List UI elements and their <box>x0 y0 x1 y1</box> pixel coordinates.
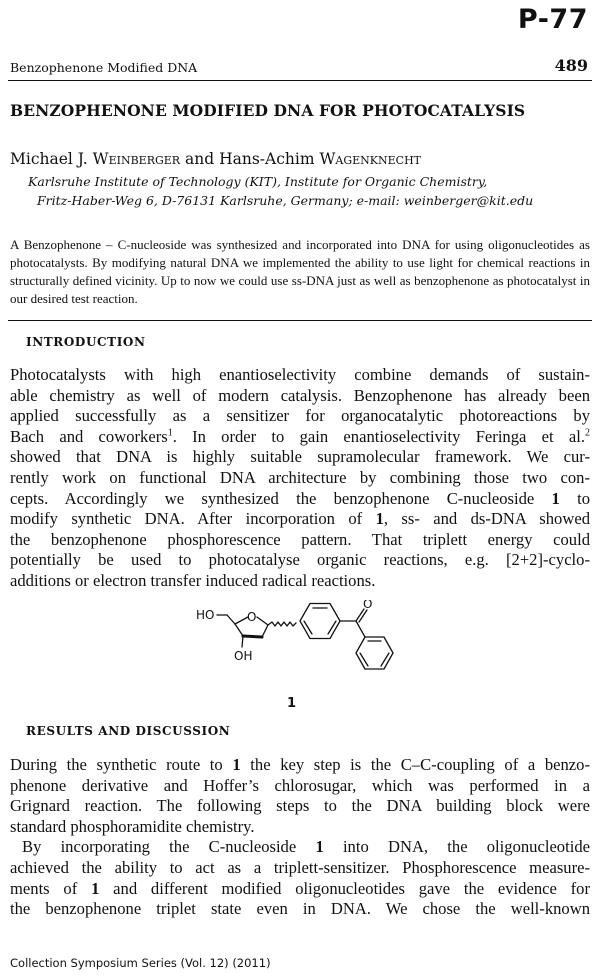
results-text: During the synthetic route to <box>10 755 233 774</box>
bond <box>242 636 243 647</box>
poster-id: P-77 <box>517 4 588 35</box>
intro-line: the benzophenone phosphorescence pattern. That triplett energy could <box>10 529 590 549</box>
affiliation <box>28 172 588 210</box>
wavy-bond <box>268 622 296 626</box>
bond <box>381 653 389 666</box>
results-line: Grignard reaction. The following steps to the DNA building block were <box>10 796 590 816</box>
author-1-family: Weinberger <box>92 150 181 168</box>
intro-line: showed that DNA is highly suitable supramolecular framework. We cur- <box>10 447 590 467</box>
carbonyl-bond <box>359 610 367 622</box>
results-text: and different modified oligonucleotides gave the evidence for <box>99 878 591 898</box>
results-line: the benzophenone triplet state even in DNA. We chose the well-known <box>10 899 590 919</box>
running-head: Benzophenone Modified DNA <box>10 60 198 75</box>
page-number: 489 <box>554 56 588 75</box>
intro-line <box>10 427 590 448</box>
intro-text: to <box>559 488 590 508</box>
reference-marker: 2 <box>585 427 590 439</box>
bond <box>257 617 268 625</box>
author-list <box>10 150 421 168</box>
intro-text: cepts. Accordingly we synthesized the benzophenone C-nucleoside <box>10 488 552 508</box>
results-line <box>10 755 590 776</box>
phenyl-ring <box>300 604 340 639</box>
results-line <box>10 837 590 858</box>
compound-ref: 1 <box>551 488 560 508</box>
section-heading-introduction: INTRODUCTION <box>26 335 146 349</box>
author-joiner: and Hans-Achim <box>180 150 320 168</box>
bond <box>262 625 268 637</box>
intro-text: Bach and coworkers <box>10 426 168 446</box>
compound-number: 1 <box>287 696 297 711</box>
results-line: achieved the ability to act as a triplett-sensitizer. Phosphorescence measure- <box>10 857 590 877</box>
compound-ref: 1 <box>315 837 324 857</box>
intro-text: . In order to gain enantioselectivity Feringa et al. <box>172 426 585 446</box>
intro-line: applied successfully as a sensitizer for organocatalytic photoreactions by <box>10 406 590 426</box>
affiliation-line-2: Fritz-Haber-Weg 6, D-76131 Karlsruhe, Germany; e-mail: weinberger@kit.edu <box>37 193 534 208</box>
intro-line <box>10 489 590 510</box>
results-text: By incorporating the C-nucleoside <box>22 837 316 857</box>
results-body <box>10 755 590 920</box>
footer-citation: Collection Symposium Series (Vol. 12) (2011) <box>10 956 271 970</box>
compound-ref: 1 <box>232 755 241 774</box>
affiliation-line-1: Karlsruhe Institute of Technology (KIT), Institute for Organic Chemistry, <box>28 174 488 189</box>
header-rule <box>8 80 592 81</box>
results-text: into DNA, the oligonucleotide <box>323 837 590 857</box>
abstract-bottom-rule <box>8 320 592 321</box>
compound-ref: 1 <box>91 878 100 898</box>
bond <box>360 653 368 666</box>
introduction-body <box>10 365 590 592</box>
reference-marker: 1 <box>167 427 173 439</box>
section-heading-results: RESULTS AND DISCUSSION <box>26 724 231 738</box>
phenyl-ring <box>356 637 393 669</box>
intro-line: additions or electron transfer induced radical reactions. <box>10 570 376 590</box>
ketone-oxygen-label: O <box>363 600 373 611</box>
bond <box>243 636 262 637</box>
hydroxyl-label: OH <box>234 649 253 663</box>
intro-line: Photocatalysts with high enantioselectivity combine demands of sustain- <box>10 365 590 384</box>
ring-oxygen-label: O <box>247 610 257 624</box>
bond <box>328 621 336 634</box>
intro-text: , ss- and ds-DNA showed <box>383 509 591 529</box>
author-1-given: Michael J. <box>10 150 93 168</box>
bond <box>227 615 235 624</box>
bond <box>356 621 365 637</box>
bond <box>304 621 312 634</box>
intro-line <box>10 509 590 530</box>
compound-ref: 1 <box>375 509 384 529</box>
hydroxyl-label: HO <box>196 608 215 622</box>
results-line <box>10 879 590 900</box>
intro-line: able chemistry as well of modern catalysis. Benzophenone has already been <box>10 385 590 405</box>
results-text: the key step is the C–C-coupling of a benzo- <box>240 755 590 774</box>
intro-line: rently work on functional DNA architecture by combining those two con- <box>10 467 590 487</box>
results-line: phenone derivative and Hoffer’s chlorosugar, which was performed in a <box>10 775 590 795</box>
paper-title: BENZOPHENONE MODIFIED DNA FOR PHOTOCATALYSIS <box>10 101 526 120</box>
author-2-family: Wagenknecht <box>319 150 422 168</box>
chemical-structure <box>190 600 420 710</box>
abstract: A Benzophenone – C-nucleoside was synthesized and incorporated into DNA for using oligonucleotides as photocatalysts. By modifying natural DNA we implemented the ability to use light for chemical reactions in structurally defined vicinity. Up to now we could use ss-DNA just as well as benzophenone as photocatalyst in our desired test reaction. <box>10 237 590 306</box>
results-line: standard phosphoramidite chemistry. <box>10 816 255 836</box>
bond <box>235 624 243 636</box>
results-text: ments of <box>10 878 92 898</box>
intro-line: potentially be used to photocatalyse organic reactions, e.g. [2+2]-cyclo- <box>10 550 590 570</box>
intro-text: modify synthetic DNA. After incorporation of <box>10 509 376 529</box>
